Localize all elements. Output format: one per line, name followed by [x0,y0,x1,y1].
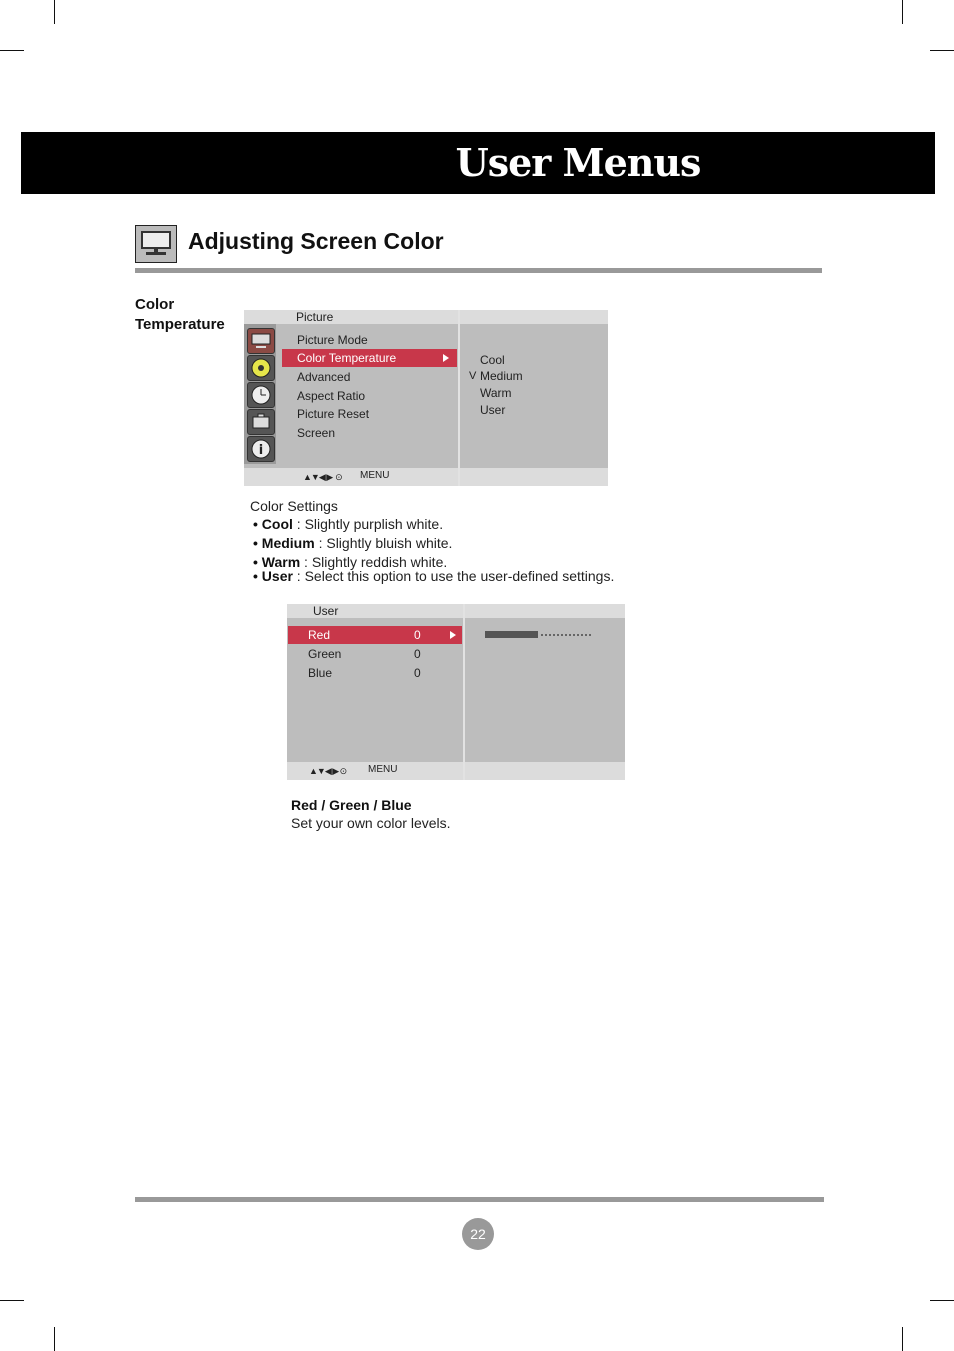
menu-item-picture-mode[interactable]: Picture Mode [297,333,368,347]
user-row-green[interactable] [288,645,462,663]
user-text: : Select this option to use the user-defined settings. [292,568,615,584]
crop-mark [902,1327,903,1351]
header-banner [21,132,935,194]
user-term: • User [253,568,293,584]
level-slider[interactable] [485,631,593,639]
time-icon[interactable] [247,382,275,408]
osd-footer [244,468,458,486]
crop-mark [930,1300,954,1301]
green-label: Green [308,647,342,661]
option-icon[interactable] [247,409,275,435]
crop-mark [0,50,24,51]
slider-track [541,634,591,636]
cool-text: : Slightly purplish white. [292,516,444,532]
rgb-heading: Red / Green / Blue [291,797,412,813]
option-medium[interactable]: Medium [480,369,523,383]
menu-item-picture-reset[interactable]: Picture Reset [297,407,370,421]
side-label-line2: Temperature [135,316,225,333]
crop-mark [54,0,55,24]
arrow-right-icon [450,631,456,639]
medium-text: : Slightly bluish white. [314,535,453,551]
osd-icon-column [244,324,276,464]
section-divider [135,268,822,273]
side-label [135,295,225,335]
blue-label: Blue [308,666,333,680]
user-row-blue[interactable] [288,664,462,682]
information-icon[interactable] [247,436,275,462]
rgb-text: Set your own color levels. [291,815,451,831]
green-value: 0 [414,647,421,661]
crop-mark [930,50,954,51]
medium-description [253,535,452,551]
warm-text: : Slightly reddish white. [300,554,448,570]
nav-arrows-icon: ▲▼◀ ▶ ⊙ [309,766,347,776]
menu-item-advanced[interactable]: Advanced [297,370,351,384]
option-cool[interactable]: Cool [480,353,505,367]
option-user[interactable]: User [480,403,506,417]
menu-item-aspect-ratio[interactable]: Aspect Ratio [297,389,366,403]
medium-term: • Medium [253,535,315,551]
side-label-line1: Color [135,296,175,313]
picture-icon[interactable] [247,328,275,354]
sound-icon[interactable] [247,355,275,381]
red-value: 0 [414,628,421,642]
crop-mark [54,1327,55,1351]
svg-text:i: i [258,443,264,458]
menu-item-color-temperature[interactable] [282,349,457,367]
nav-arrows-icon: ▲▼◀ ▶ ⊙ [303,472,342,482]
user-row-red[interactable] [288,626,462,644]
monitor-icon [135,225,177,263]
menu-item-label: Color Temperature [297,351,397,365]
page-title: User Menus [455,140,701,185]
color-settings-heading: Color Settings [250,498,338,514]
crop-mark [902,0,903,24]
menu-label: MENU [360,470,390,481]
osd-title: Picture [296,310,334,324]
page-number: 22 [462,1218,494,1250]
osd-user-menu [287,604,625,780]
blue-value: 0 [414,666,421,680]
cool-description [253,516,443,532]
osd-user-title: User [313,604,339,618]
menu-item-screen[interactable]: Screen [297,426,336,440]
warm-term: • Warm [253,554,301,570]
menu-label: MENU [368,764,398,775]
cool-term: • Cool [253,516,293,532]
footer-divider [135,1197,824,1202]
crop-mark [0,1300,24,1301]
section-title: Adjusting Screen Color [188,228,444,254]
option-warm[interactable]: Warm [480,386,512,400]
check-mark: V [469,370,477,382]
arrow-right-icon [443,354,449,362]
slider-fill [485,631,538,638]
red-label: Red [308,628,331,642]
osd-picture-menu [244,310,608,486]
user-description [253,568,614,584]
